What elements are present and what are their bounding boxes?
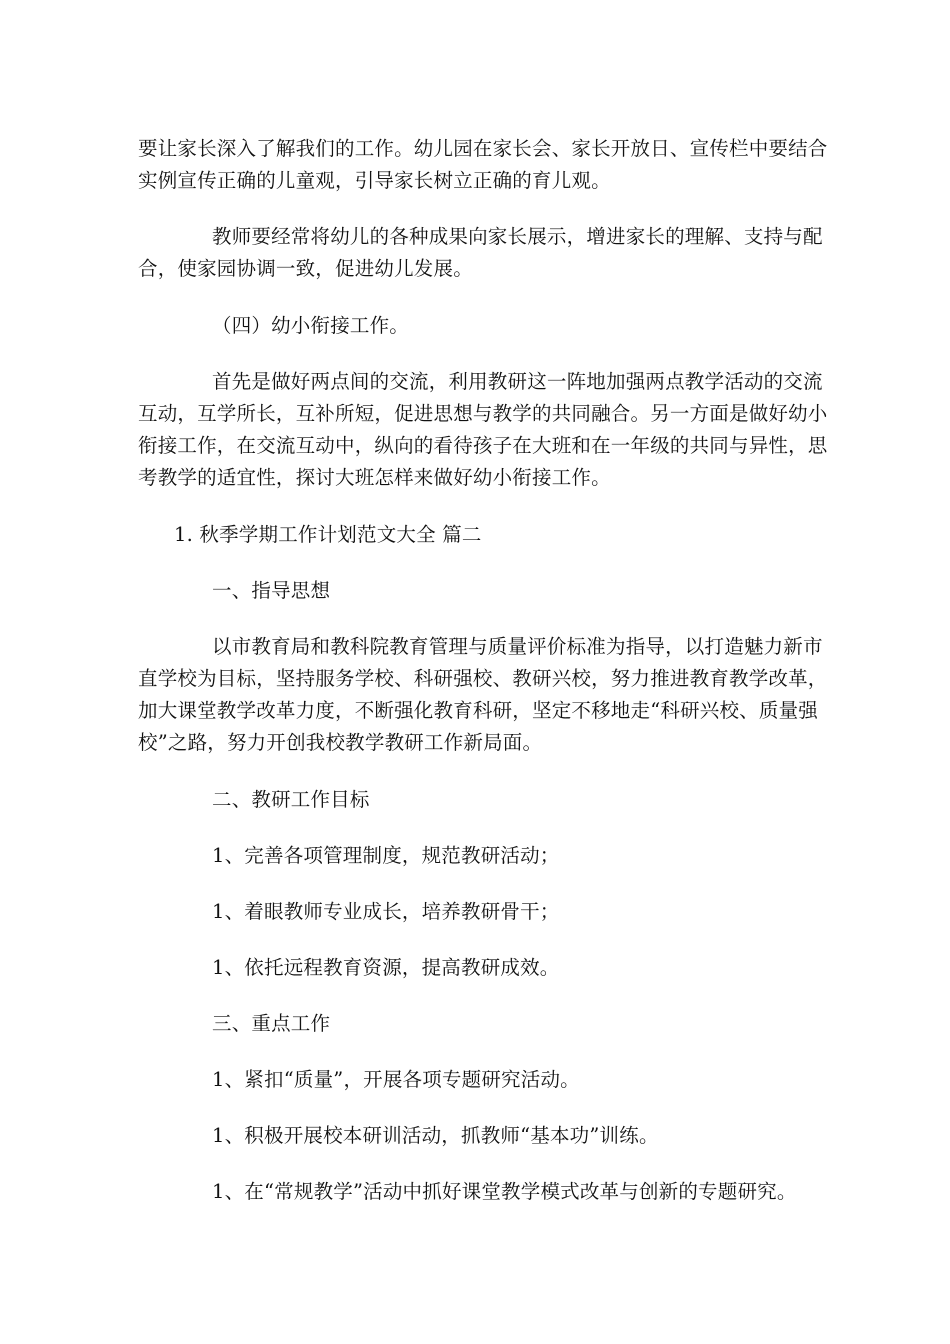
list-item: 1、完善各项管理制度，规范教研活动； xyxy=(212,844,560,867)
paragraph-line: 实例宣传正确的儿童观，引导家长树立正确的育儿观。 xyxy=(138,169,611,192)
list-item: 1、积极开展校本研训活动，抓教师“基本功”训练。 xyxy=(212,1124,659,1147)
list-item: 1、紧扣“质量”，开展各项专题研究活动。 xyxy=(212,1068,580,1091)
list-item: 1、在“常规教学”活动中抓好课堂教学模式改革与创新的专题研究。 xyxy=(212,1180,797,1203)
paragraph-line: 首先是做好两点间的交流，利用教研这一阵地加强两点教学活动的交流 xyxy=(212,370,823,393)
paragraph-line: 合，使家园协调一致，促进幼儿发展。 xyxy=(138,257,473,280)
paragraph-line: 考教学的适宜性，探讨大班怎样来做好幼小衔接工作。 xyxy=(138,466,611,489)
paragraph-line: 教师要经常将幼儿的各种成果向家长展示，增进家长的理解、支持与配 xyxy=(212,225,823,248)
article-title: 1. 秋季学期工作计划范文大全 篇二 xyxy=(174,523,482,546)
section-heading: 三、重点工作 xyxy=(212,1012,331,1035)
paragraph-line: 衔接工作，在交流互动中，纵向的看待孩子在大班和在一年级的共同与异性，思 xyxy=(138,434,828,457)
section-heading: （四）幼小衔接工作。 xyxy=(212,314,410,337)
paragraph-line: 直学校为目标，坚持服务学校、科研强校、教研兴校，努力推进教育教学改革， xyxy=(138,667,828,690)
paragraph-line: 互动，互学所长，互补所短，促进思想与教学的共同融合。另一方面是做好幼小 xyxy=(138,402,828,425)
paragraph-line: 校”之路，努力开创我校教学教研工作新局面。 xyxy=(138,731,543,754)
paragraph-line: 以市教育局和教科院教育管理与质量评价标准为指导，以打造魅力新市 xyxy=(212,635,823,658)
paragraph-line: 要让家长深入了解我们的工作。幼儿园在家长会、家长开放日、宣传栏中要结合 xyxy=(138,137,828,160)
section-heading: 二、教研工作目标 xyxy=(212,788,370,811)
list-item: 1、着眼教师专业成长，培养教研骨干； xyxy=(212,900,560,923)
section-heading: 一、指导思想 xyxy=(212,579,331,602)
list-item: 1、依托远程教育资源，提高教研成效。 xyxy=(212,956,560,979)
paragraph-line: 加大课堂教学改革力度，不断强化教育科研，坚定不移地走“科研兴校、质量强 xyxy=(138,699,818,722)
